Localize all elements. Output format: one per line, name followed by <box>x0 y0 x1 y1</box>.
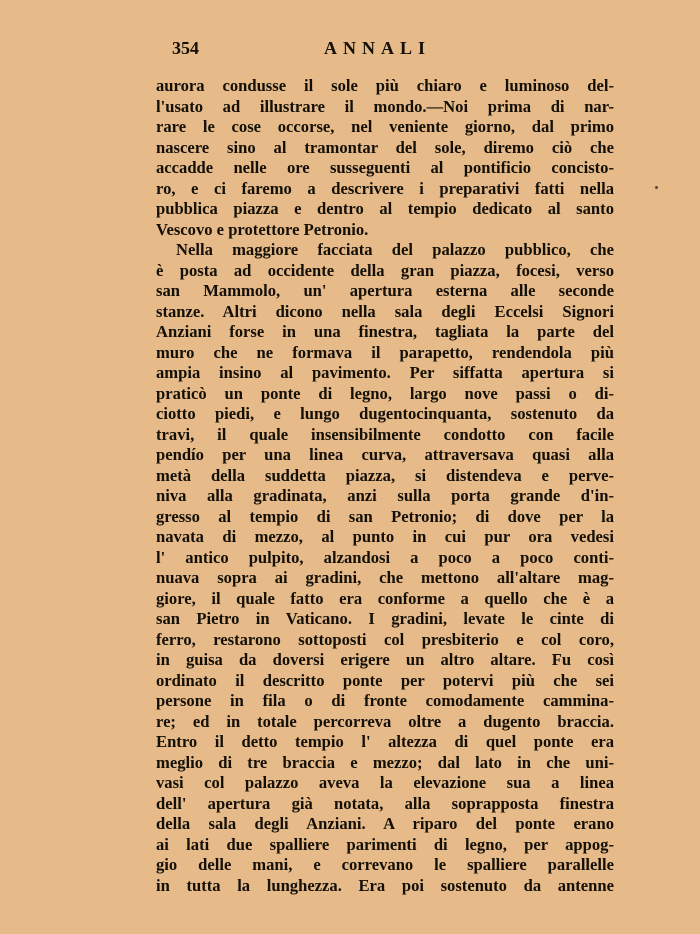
text-line: praticò un ponte di legno, largo nove passi o di- <box>156 383 614 403</box>
text-line: ampia insino al pavimento. Per siffatta apertura si <box>156 363 614 382</box>
text-line: pendío per una linea curva, attraversava quasi alla <box>156 445 614 464</box>
text-line: nascere sino al tramontar del sole, diremo ciò che <box>156 137 614 157</box>
text-line: re; ed in totale percorreva oltre a dugento braccia. <box>156 711 614 731</box>
text-line: gio delle mani, e correvano le spalliere parallelle <box>156 855 614 874</box>
text-line: san Mammolo, un' apertura esterna alle seconde <box>156 281 614 300</box>
paragraph-start-line: Nella maggiore facciata del palazzo pubblico, che <box>176 240 614 259</box>
text-line: san Pietro in Vaticano. I gradini, levate le cinte di <box>156 609 614 628</box>
text-line: ferro, restarono sottoposti col presbiterio e col coro, <box>156 629 614 649</box>
text-line: accadde nelle ore susseguenti al pontificio concisto- <box>156 158 614 177</box>
text-line: è posta ad occidente della gran piazza, focesi, verso <box>156 260 614 280</box>
page-number: 354 <box>172 38 199 58</box>
text-line: gresso al tempio di san Petronio; di dove per la <box>156 506 614 526</box>
text-line: l'usato ad illustrare il mondo.—Noi prima di nar- <box>156 96 614 116</box>
running-head: ANNALI <box>324 38 432 58</box>
text-line: vasi col palazzo aveva la elevazione sua a linea <box>156 773 614 792</box>
text-line: Anziani forse in una finestra, tagliata la parte del <box>156 322 614 341</box>
text-line: aurora condusse il sole più chiaro e luminoso del- <box>156 76 614 95</box>
text-line: Entro il detto tempio l' altezza di quel ponte era <box>156 732 614 751</box>
text-line: ordinato il descritto ponte per potervi più che sei <box>156 670 614 690</box>
text-line: travi, il quale insensibilmente condotto con facile <box>156 424 614 444</box>
text-line: dell' apertura già notata, alla soprapposta finestra <box>156 793 614 813</box>
text-line: l' antico pulpito, alzandosi a poco a poco conti- <box>156 547 614 567</box>
text-line: metà della suddetta piazza, si distendeva e perve- <box>156 465 614 485</box>
text-line: navata di mezzo, al punto in cui pur ora vedesi <box>156 527 614 546</box>
text-line: meglio di tre braccia e mezzo; dal lato in che uni- <box>156 752 614 772</box>
text-line: giore, il quale fatto era conforme a quello che è a <box>156 588 614 608</box>
text-line: ciotto piedi, e lungo dugentocinquanta, sostenuto da <box>156 404 614 423</box>
text-line: stanze. Altri dicono nella sala degli Eccelsi Signori <box>156 301 614 321</box>
ink-speck <box>655 186 658 189</box>
page-header <box>168 38 614 62</box>
text-line: ai lati due spalliere parimenti di legno, per appog- <box>156 834 614 854</box>
text-line: Vescovo e protettore Petronio. <box>156 219 369 239</box>
text-line: in guisa da doversi erigere un altro altare. Fu così <box>156 650 614 669</box>
text-line: rare le cose occorse, nel veniente giorno, dal primo <box>156 117 614 136</box>
text-line: pubblica piazza e dentro al tempio dedicato al santo <box>156 199 614 218</box>
body-text <box>156 76 614 896</box>
text-line: della sala degli Anziani. A riparo del ponte erano <box>156 814 614 833</box>
text-line: ro, e ci faremo a descrivere i preparativi fatti nella <box>156 178 614 198</box>
text-line: persone in fila o di fronte comodamente cammina- <box>156 691 614 710</box>
text-line: in tutta la lunghezza. Era poi sostenuto da antenne <box>156 875 614 895</box>
text-line: muro che ne formava il parapetto, rendendola più <box>156 342 614 362</box>
text-line: nuava sopra ai gradini, che mettono all'altare mag- <box>156 568 614 587</box>
text-line: niva alla gradinata, anzi sulla porta grande d'in- <box>156 486 614 505</box>
